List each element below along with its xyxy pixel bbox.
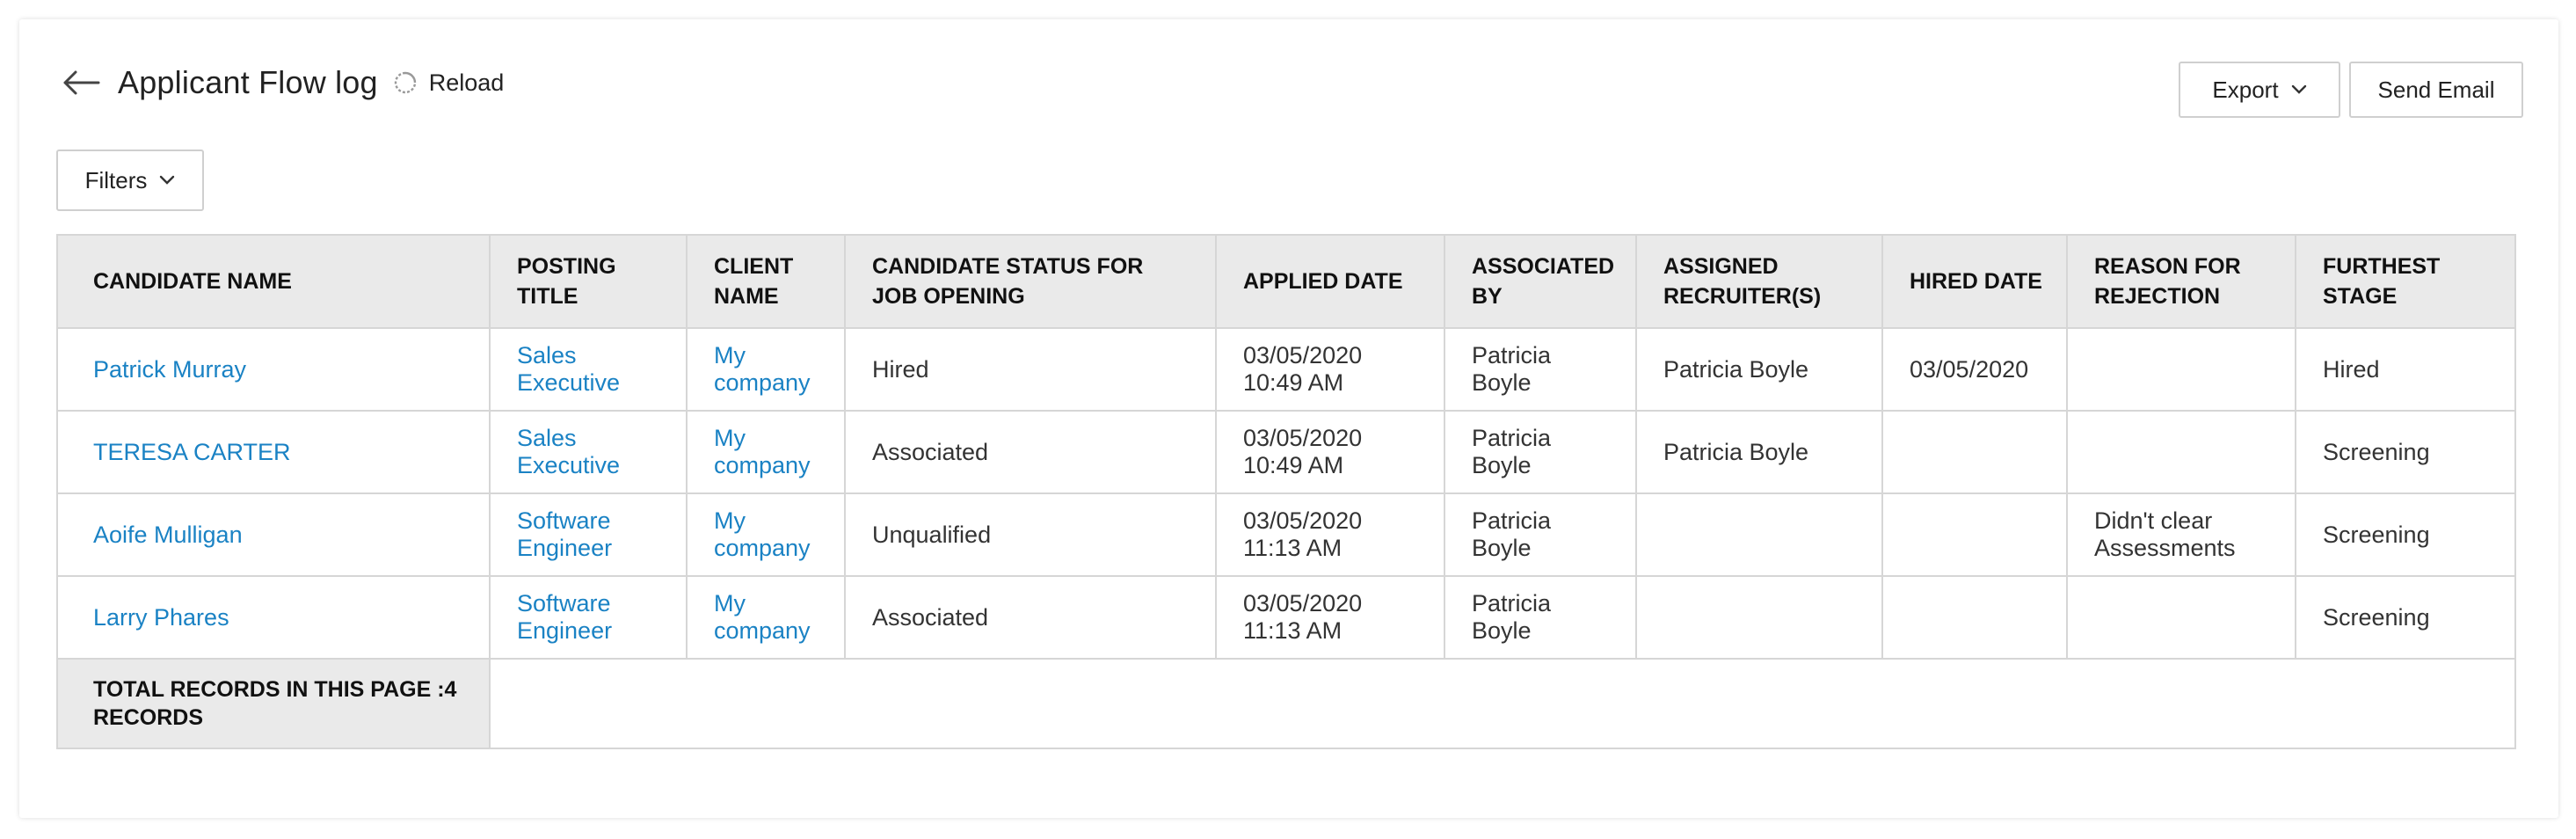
reload-button[interactable] (394, 69, 505, 97)
table-row (57, 576, 2515, 659)
posting-title-link[interactable]: Software Engineer (490, 493, 687, 576)
candidate-name-link[interactable]: Aoife Mulligan (57, 493, 490, 576)
reload-icon (394, 71, 417, 94)
column-header-posting-title[interactable]: POSTING TITLE (490, 235, 687, 328)
associated-by-cell: Patricia Boyle (1444, 328, 1636, 411)
total-records-label: TOTAL RECORDS IN THIS PAGE :4 RECORDS (57, 659, 490, 748)
chevron-down-icon (2291, 84, 2307, 95)
table-row (57, 493, 2515, 576)
filters-label: Filters (84, 166, 148, 193)
associated-by-cell: Patricia Boyle (1444, 576, 1636, 659)
associated-by-cell: Patricia Boyle (1444, 411, 1636, 493)
client-name-link[interactable]: My company (687, 493, 845, 576)
posting-title-link[interactable]: Software Engineer (490, 576, 687, 659)
column-header-client-name[interactable]: CLIENT NAME (687, 235, 845, 328)
hired-date-cell (1882, 493, 2067, 576)
posting-title-link[interactable]: Sales Executive (490, 328, 687, 411)
posting-title-link[interactable]: Sales Executive (490, 411, 687, 493)
table-row (57, 411, 2515, 493)
hired-date-cell (1882, 576, 2067, 659)
furthest-stage-cell: Screening (2296, 411, 2515, 493)
column-header-hired-date[interactable]: HIRED DATE (1882, 235, 2067, 328)
applicant-table (56, 234, 2514, 749)
furthest-stage-cell: Screening (2296, 493, 2515, 576)
page-header (55, 55, 2523, 111)
candidate-name-link[interactable]: Larry Phares (57, 576, 490, 659)
page-title: Applicant Flow log (118, 64, 378, 100)
client-name-link[interactable]: My company (687, 328, 845, 411)
candidate-name-link[interactable]: Patrick Murray (57, 328, 490, 411)
column-header-assigned-recruiters[interactable]: ASSIGNED RECRUITER(S) (1636, 235, 1882, 328)
back-arrow-icon[interactable] (56, 58, 106, 107)
rejection-reason-cell (2067, 411, 2296, 493)
applied-date: 03/05/2020 (1243, 507, 1363, 534)
applied-time: 10:49 AM (1243, 452, 1344, 478)
applied-date-cell (1216, 328, 1444, 411)
candidate-name-link[interactable]: TERESA CARTER (57, 411, 490, 493)
export-label: Export (2212, 76, 2279, 103)
filters-dropdown[interactable] (56, 150, 204, 211)
applied-time: 11:13 AM (1243, 535, 1343, 561)
applied-date-cell (1216, 576, 1444, 659)
column-header-candidate-name[interactable]: CANDIDATE NAME (57, 235, 490, 328)
applied-date-cell (1216, 411, 1444, 493)
candidate-status-cell: Associated (845, 576, 1216, 659)
assigned-recruiter-cell: Patricia Boyle (1636, 328, 1882, 411)
applied-date: 03/05/2020 (1243, 590, 1363, 616)
candidate-status-cell: Associated (845, 411, 1216, 493)
rejection-reason-cell (2067, 576, 2296, 659)
column-header-reason-for-rejection[interactable]: REASON FOR REJECTION (2067, 235, 2296, 328)
furthest-stage-cell: Hired (2296, 328, 2515, 411)
table-header-row (57, 235, 2515, 328)
associated-by-cell: Patricia Boyle (1444, 493, 1636, 576)
reload-label: Reload (428, 69, 505, 96)
applied-date: 03/05/2020 (1243, 425, 1363, 451)
header-actions (2179, 62, 2523, 118)
client-name-link[interactable]: My company (687, 576, 845, 659)
rejection-reason-cell (2067, 328, 2296, 411)
assigned-recruiter-cell: Patricia Boyle (1636, 411, 1882, 493)
column-header-candidate-status[interactable]: CANDIDATE STATUS FOR JOB OPENING (845, 235, 1216, 328)
candidate-status-cell: Unqualified (845, 493, 1216, 576)
applied-time: 11:13 AM (1243, 617, 1343, 644)
applicant-flow-card (19, 19, 2558, 818)
assigned-recruiter-cell (1636, 576, 1882, 659)
hired-date-cell: 03/05/2020 (1882, 328, 2067, 411)
export-button[interactable] (2179, 62, 2340, 118)
furthest-stage-cell: Screening (2296, 576, 2515, 659)
assigned-recruiter-cell (1636, 493, 1882, 576)
applied-date-cell (1216, 493, 1444, 576)
column-header-associated-by[interactable]: ASSOCIATED BY (1444, 235, 1636, 328)
total-records-filler (490, 659, 2515, 748)
candidate-status-cell: Hired (845, 328, 1216, 411)
column-header-furthest-stage[interactable]: FURTHEST STAGE (2296, 235, 2515, 328)
table-row (57, 328, 2515, 411)
hired-date-cell (1882, 411, 2067, 493)
chevron-down-icon (159, 175, 175, 186)
column-header-applied-date[interactable]: APPLIED DATE (1216, 235, 1444, 328)
total-records-row (57, 659, 2515, 748)
rejection-reason-cell: Didn't clear Assessments (2067, 493, 2296, 576)
send-email-button[interactable]: Send Email (2349, 62, 2523, 118)
applied-date: 03/05/2020 (1243, 342, 1363, 368)
client-name-link[interactable]: My company (687, 411, 845, 493)
applied-time: 10:49 AM (1243, 369, 1344, 396)
